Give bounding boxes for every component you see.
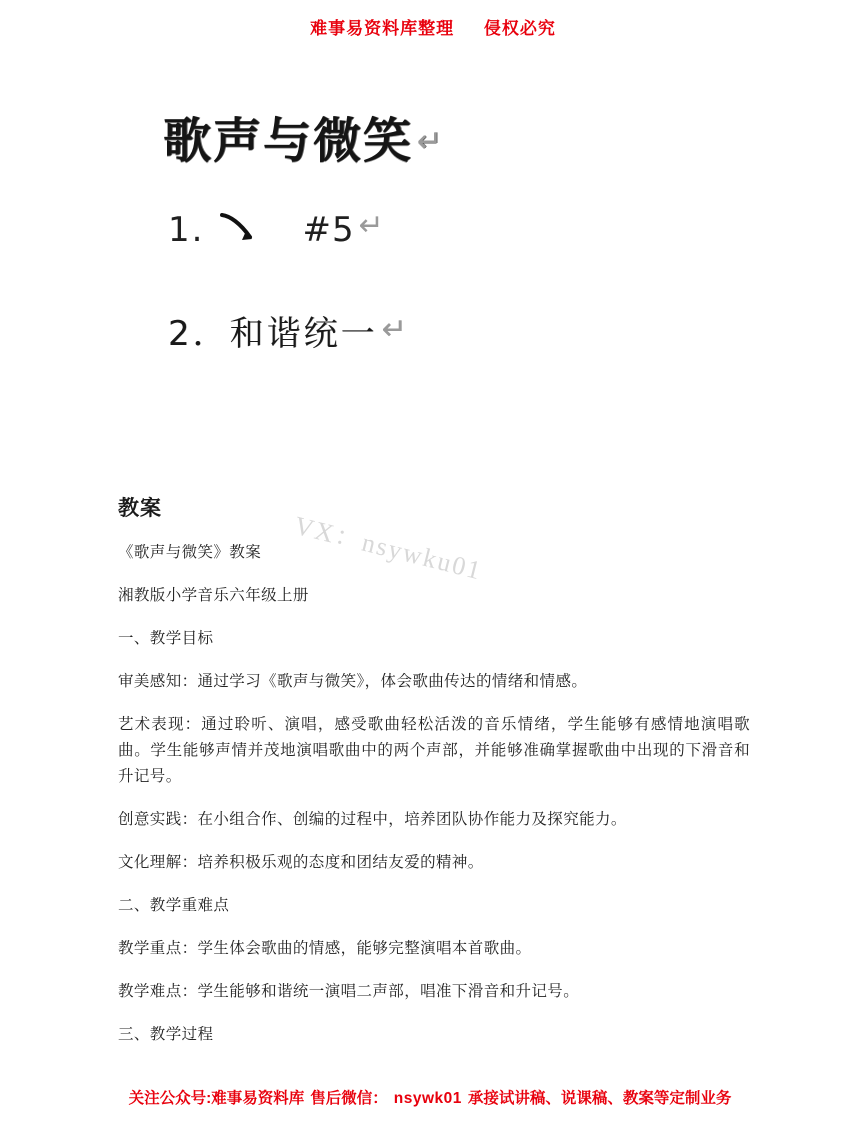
- lesson-plan-body: [118, 492, 750, 1065]
- lesson-paragraph: 三、教学过程: [118, 1026, 214, 1043]
- scan-item-1: [168, 208, 386, 250]
- scan-item-2-text: 2．和谐统一: [168, 314, 378, 354]
- lesson-paragraph: 创意实践：在小组合作、创编的过程中，培养团队协作能力及探究能力。: [118, 811, 627, 828]
- bottom-banner: [0, 1086, 866, 1108]
- scan-item-1-text: #5: [302, 210, 355, 250]
- slide-down-mark-icon: [216, 211, 274, 247]
- song-title: [163, 102, 444, 171]
- pilcrow-icon: ↵: [381, 312, 410, 347]
- scan-item-1-number: 1.: [168, 210, 205, 250]
- scan-item-2: [168, 306, 410, 355]
- bottom-banner-wechat-id: nsywk01: [393, 1090, 462, 1107]
- top-banner-left-text: 难事易资料库整理: [310, 19, 455, 38]
- lesson-paragraph: 教学难点：学生能够和谐统一演唱二声部，唱准下滑音和升记号。: [118, 983, 580, 1000]
- lesson-paragraph: 艺术表现：通过聆听、演唱，感受歌曲轻松活泼的音乐情绪，学生能够有感情地演唱歌曲。学生能够声情并茂地演唱歌曲中的两个声部，并能够准确掌握歌曲中出现的下滑音和升记号。: [118, 716, 750, 785]
- top-banner: [0, 14, 866, 39]
- lesson-paragraph: 审美感知：通过学习《歌声与微笑》，体会歌曲传达的情绪和情感。: [118, 673, 588, 690]
- pilcrow-icon: ↵: [417, 124, 445, 159]
- pilcrow-icon: ↵: [358, 208, 386, 243]
- scanned-heading-block: [0, 80, 866, 410]
- song-title-text: 歌声与微笑: [163, 113, 414, 169]
- lesson-paragraph: 文化理解：培养积极乐观的态度和团结友爱的精神。: [118, 854, 484, 871]
- page-title: 教案: [118, 496, 162, 520]
- lesson-paragraph: 《歌声与微笑》教案: [118, 544, 262, 561]
- bottom-banner-services: 承接试讲稿、说课稿、教案等定制业务: [467, 1090, 732, 1107]
- top-banner-right-text: 侵权必究: [483, 19, 556, 38]
- lesson-paragraph: 一、教学目标: [118, 630, 214, 647]
- watermark: VX：nsywku01: [291, 510, 486, 586]
- lesson-paragraph: 二、教学重难点: [118, 897, 230, 914]
- bottom-banner-public-account: 关注公众号:难事易资料库: [128, 1090, 305, 1107]
- lesson-paragraph: 教学重点：学生体会歌曲的情感，能够完整演唱本首歌曲。: [118, 940, 532, 957]
- lesson-paragraph: 湘教版小学音乐六年级上册: [118, 587, 309, 604]
- bottom-banner-wechat-label: 售后微信：: [310, 1090, 388, 1107]
